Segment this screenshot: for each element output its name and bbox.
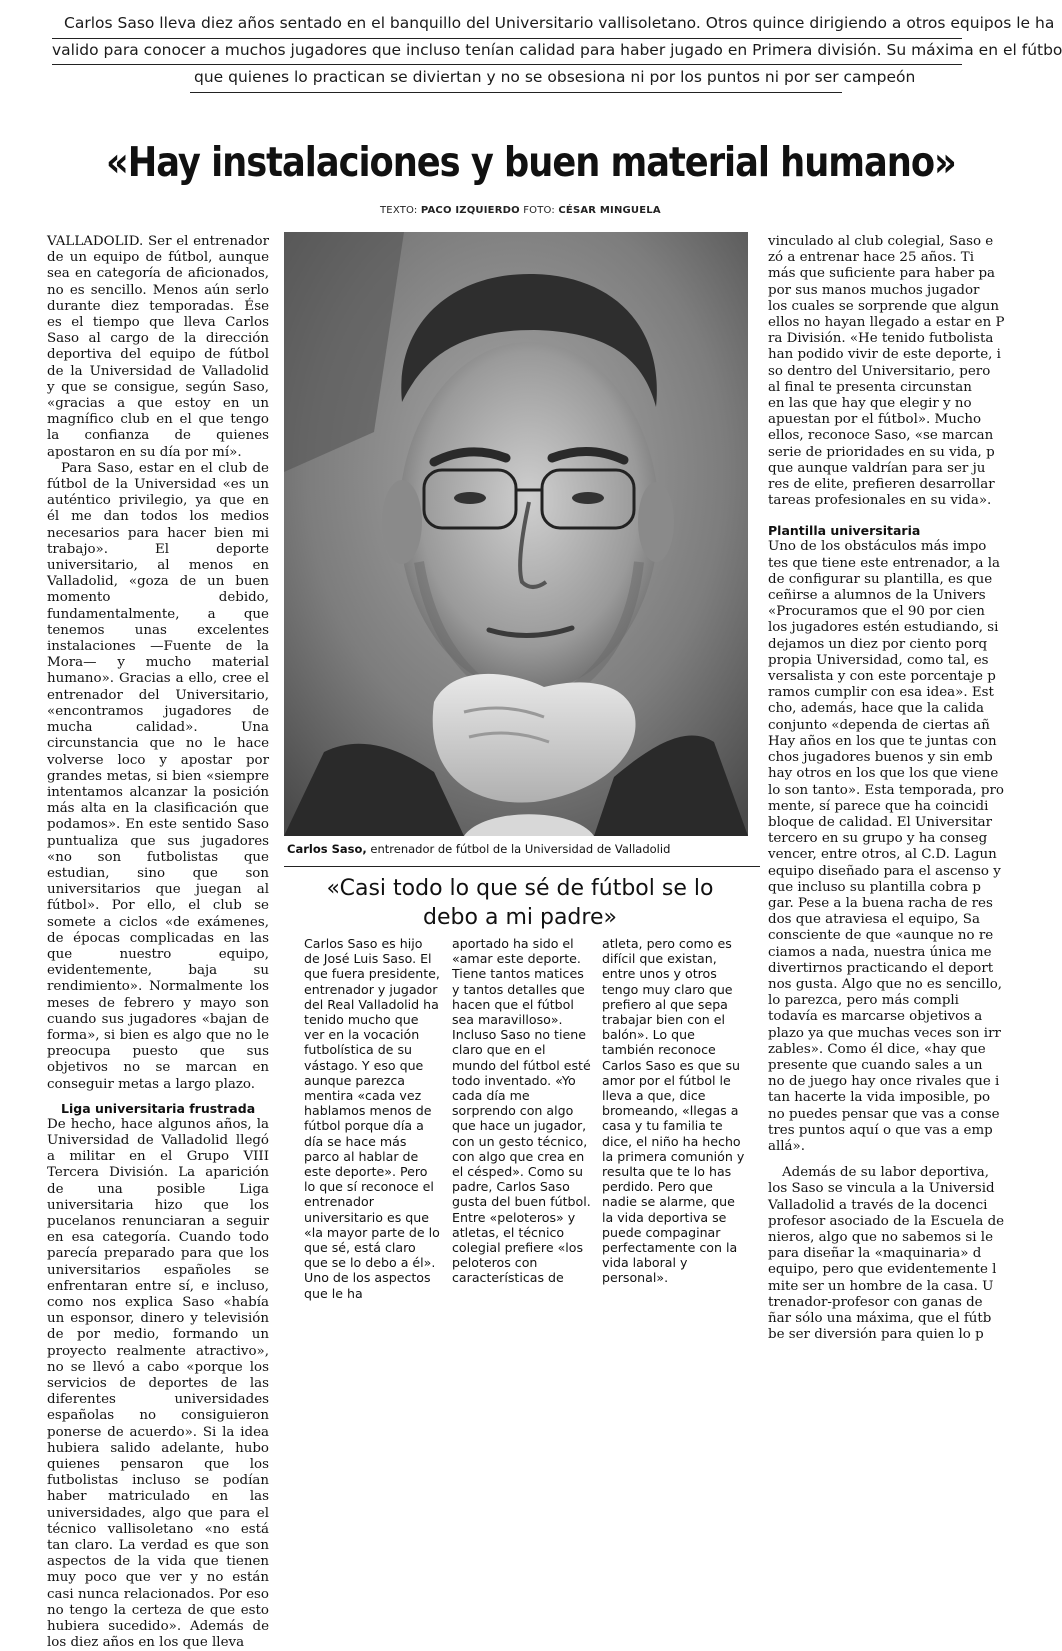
intro-line-3: que quienes lo practican se diviertan y no se obsesiona ni por los puntos ni por ser campeón [194,68,916,86]
column-3-line: so dentro del Universitario, pero [768,363,991,379]
column-3-line: tes que tiene este entrenador, a la [768,555,1001,571]
byline-photo-label: FOTO: [523,205,555,216]
column-3-line: plazo ya que muchas veces son irr [768,1025,1001,1041]
box-column-2: aportado ha sido el «amar este deporte. Tiene tantos matices y tantos detalles que hacen que el fútbol sea maravilloso». Incluso Saso no tiene claro que en el mundo del fútbol esté todo inventado. «Yo cada día me sorprendo con algo que hace un jugador, con un gesto técnico, con algo que crea en el césped». Como su padre, Carlos Saso gusta del buen fútbol. Entre «peloteros» y atletas, el técnico colegial prefiere «los peloteros con características de [452,936,591,1286]
box-headline-line-1: «Casi todo lo que sé de fútbol se lo [326,876,714,901]
column-3-line: mite ser un hombre de la casa. U [768,1278,994,1294]
column-3-line: nos gusta. Algo que no es sencillo, [768,976,1003,992]
column-3-line: gar. Pese a la buena racha de res [768,895,993,911]
column-3-line: lo parezca, pero más compli [768,993,959,1009]
column-3-line: Además de su labor deportiva, [782,1165,990,1181]
page-title: «Hay instalaciones y buen material humano» [106,138,956,186]
column-3-line: ra División. «He tenido futbolista [768,331,994,347]
column-3-line: vinculado al club colegial, Saso e [768,234,994,249]
column-3-line: por sus manos muchos jugador [768,282,980,298]
column-3-line: en las que hay que elegir y no [768,396,972,412]
column-3-line: chos jugadores buenos y sin emb [768,750,993,766]
portrait-image [284,232,748,836]
column-3-line: no puedes pensar que vas a conse [768,1106,1000,1122]
column-3-line: equipo diseñado para el ascenso y [768,863,1001,879]
column-3-line: dejamos un diez por ciento porq [768,636,988,652]
column-3-line: han podido vivir de este deporte, i [768,347,1001,363]
column-3-line: «Procuramos que el 90 por cien [768,604,985,620]
column-3-line: tercero en su grupo y ha conseg [768,831,988,847]
column-3-line: propia Universidad, como tal, es [768,652,989,668]
intro-line-1: Carlos Saso lleva diez años sentado en el banquillo del Universitario vallisoletano. Otros quince dirigiendo a otros equipos le ha [64,14,1055,32]
column-3-line: los Saso se vincula a la Universid [768,1181,995,1197]
column-3-line: consciente de que «aunque no re [768,928,994,944]
column-3-line: ciamos a nada, nuestra única me [768,944,992,960]
column-3-line: profesor asociado de la Escuela de [768,1213,1005,1229]
column-3-line: que aunque valdrían para ser ju [768,460,986,476]
column-3-line: Uno de los obstáculos más impo [768,539,987,555]
box-headline [290,874,750,932]
column-3-line: presente que cuando sales a un [768,1057,983,1073]
column-3-line: que incluso su plantilla cobra p [768,879,981,895]
column-3-line: bloque de calidad. El Universitar [768,814,993,830]
column-3-line: los jugadores estén estudiando, si [768,620,999,636]
column-3-line: lo son tanto». Esta temporada, pro [768,782,1004,798]
intro-line-2: valido para conocer a muchos jugadores que incluso tenían calidad para haber jugado en Primera división. Su máxima en el fútbo [52,41,1062,59]
column-3-line: equipo, pero que evidentemente l [768,1262,997,1278]
column-3-line: apuestan por el fútbol». Mucho [768,412,982,428]
column-3-line: versalista y con este porcentaje p [768,669,996,685]
column-3-line: mente, sí parece que ha coincidi [768,798,989,814]
column-3-line: ellos no hayan llegado a estar en P [768,315,1005,331]
column-3-line: conjunto «dependa de ciertas añ [768,717,990,733]
byline-photo-author: CÉSAR MINGUELA [558,205,661,216]
column-3-line: tareas profesionales en su vida». [768,493,992,509]
box-column-1: Carlos Saso es hijo de José Luis Saso. El que fuera presidente, entrenador y jugador del Real Valladolid ha tenido mucho que ver en la vocación futbolística de su vástago. Y eso que aunque parezca mentira «cada vez hablamos menos de fútbol porque día a día se hace más parco al hablar de este deporte». Pero lo que sí reconoce el entrenador universitario es que «la mayor parte de lo que sé, está claro que se lo debo a él». Uno de los aspectos que le ha [304,936,440,1301]
portrait-photo [284,232,748,836]
column-3-line: Hay años en los que te juntas con [768,733,997,749]
column-3-line: de configurar su plantilla, es que [768,571,993,587]
column-3-line: para diseñar la «maquinaria» d [768,1246,982,1262]
photo-caption [287,842,670,856]
column-3-line: más que suficiente para haber pa [768,266,996,282]
column-3-line: zó a entrenar hace 25 años. Ti [768,250,974,266]
byline-text-author: PACO IZQUIERDO [420,205,520,216]
column-3-line: ramos cumplir con esa idea». Est [768,685,994,701]
column-3-line: res de elite, prefieren desarrollar [768,477,995,493]
column-1-paragraph-1: VALLADOLID. Ser el entrenador de un equipo de fútbol, aunque sea en categoría de aficionados, no es sencillo. Menos aún serlo durante diez temporadas. Ése es el tiempo que lleva Carlos Saso al cargo de la dirección deportiva del equipo de fútbol de la Universidad de Valladolid y que se consigue, según Saso, «gracias a que estoy en un magnífico club en el que tengo la confianza de quienes apostaron en su día por mí». [47,234,269,460]
column-3-line: ñar sólo una máxima, que el fútb [768,1311,992,1326]
intro-deck [0,10,1062,91]
column-3-line: be ser diversión para quien lo p [768,1327,984,1343]
column-3-line: dos que atraviesa el equipo, Sa [768,912,980,928]
column-1-paragraph-3: De hecho, hace algunos años, la Universidad de Valladolid llegó a militar en el Grupo VIII Tercera División. La aparición de una posible Liga universitaria hizo que los pucelanos renunciaran a seguir en esa categoría. Cuando todo parecía preparado para que los universitarios españoles se enfrentaran entre sí, e incluso, como nos explica Saso «había un esponsor, dinero y televisión de por medio, formando un proyecto realmente atractivo», no se llevó a cabo «porque los servicios de deportes de las diferentes universidades españolas no consiguieron ponerse de acuerdo». Si la idea hubiera salido adelante, hubo quienes pensaron que los futbolistas incluso se podían haber matriculado en las universidades, algo que para el técnico vallisoletano «no está tan claro. La verdad es que son aspectos de la vida que tienen muy poco que ver y no están casi nunca relacionados. Por eso no tengo la certeza de que esto hubiera sucedido». Además de los diez años en los que lleva [47,1116,269,1651]
column-3-line: trenador-profesor con ganas de [768,1294,983,1310]
column-3-line: tres puntos aquí o que vas a emp [768,1122,993,1138]
caption-name: Carlos Saso, [287,842,367,856]
column-3-line: vencer, entre otros, al C.D. Lagun [768,847,997,863]
intro-rule-1 [52,38,962,39]
column-3-line: Valladolid a través de la docenci [768,1197,988,1213]
column-3-line: todavía es marcarse objetivos a [768,1009,983,1025]
byline [380,205,661,216]
column-3 [768,234,1005,1343]
column-3-line: los cuales se sorprende que algun [768,298,1000,314]
byline-text-label: TEXTO: [380,205,418,216]
column-1-subhead: Liga universitaria frustrada [61,1100,256,1116]
column-3-line: allá». [768,1138,805,1154]
column-3-line: tan hacerte la vida imposible, po [768,1090,991,1106]
box-column-3: atleta, pero como es difícil que existan, entre unos y otros tengo muy claro que prefiero al que sepa trabajar bien con el balón». Lo que también reconoce Carlos Saso es que su amor por el fútbol le lleva a que, dice bromeando, «llegas a casa y tu familia te dice, el niño ha hecho la primera comunión y resulta que te lo has perdido. Pero que nadie se alarme, que la vida deportiva se puede compaginar perfectamente con la vida laboral y personal». [602,936,745,1286]
box-headline-line-2: debo a mi padre» [423,905,617,930]
column-3-line: no de juego hay once rivales que i [768,1074,1000,1090]
column-3-subhead: Plantilla universitaria [768,523,921,539]
column-3-line: cho, además, hace que la calida [768,701,985,717]
column-1-paragraph-2: Para Saso, estar en el club de fútbol de la Universidad «es un auténtico privilegio, ya que en él me dan todos los medios necesarios para hacer bien mi trabajo». El deporte universitario, al menos en Valladolid, «goza de un buen momento debido, fundamentalmente, a que tenemos unas excelentes instalaciones —Fuente de la Mora— y mucho material humano». Gracias a ello, cree el entrenador del Universitario, «encontramos jugadores de mucha calidad». Una circunstancia que no le hace volverse loco y apostar por grandes metas, si bien «siempre intentamos alcanzar la posición más alta en la clasificación que podamos». En este sentido Saso puntualiza que sus jugadores «no son futbolistas que estudian, sino que son universitarios que juegan al fútbol». Por ello, el club se somete a ciclos «de exámenes, de épocas complicadas en las que nuestro equipo, evidentemente, baja su rendimiento». Normalmente los meses de febrero y mayo son cuando sus jugadores «bajan de forma», si bien es algo que no le preocupa puesto que sus objetivos no se marcan en conseguir metas a largo plazo. [47,460,269,1092]
box-top-rule [284,866,760,867]
intro-rule-2 [52,64,962,65]
column-3-line: nieros, algo que no sabemos si le [768,1229,994,1245]
column-3-line: serie de prioridades en su vida, p [768,444,995,460]
column-3-line: ceñirse a alumnos de la Univers [768,588,986,604]
caption-text: entrenador de fútbol de la Universidad de Valladolid [370,842,671,856]
column-3-line: al final te presenta circunstan [768,379,972,395]
column-3-line: hay otros en los que los que viene [768,766,999,782]
intro-rule-3 [190,92,842,93]
column-3-line: divertirnos practicando el deport [768,960,994,976]
column-3-line: ellos, reconoce Saso, «se marcan [768,428,994,444]
column-1 [47,234,269,1651]
column-3-line: zables». Como él dice, «hay que [768,1041,986,1057]
